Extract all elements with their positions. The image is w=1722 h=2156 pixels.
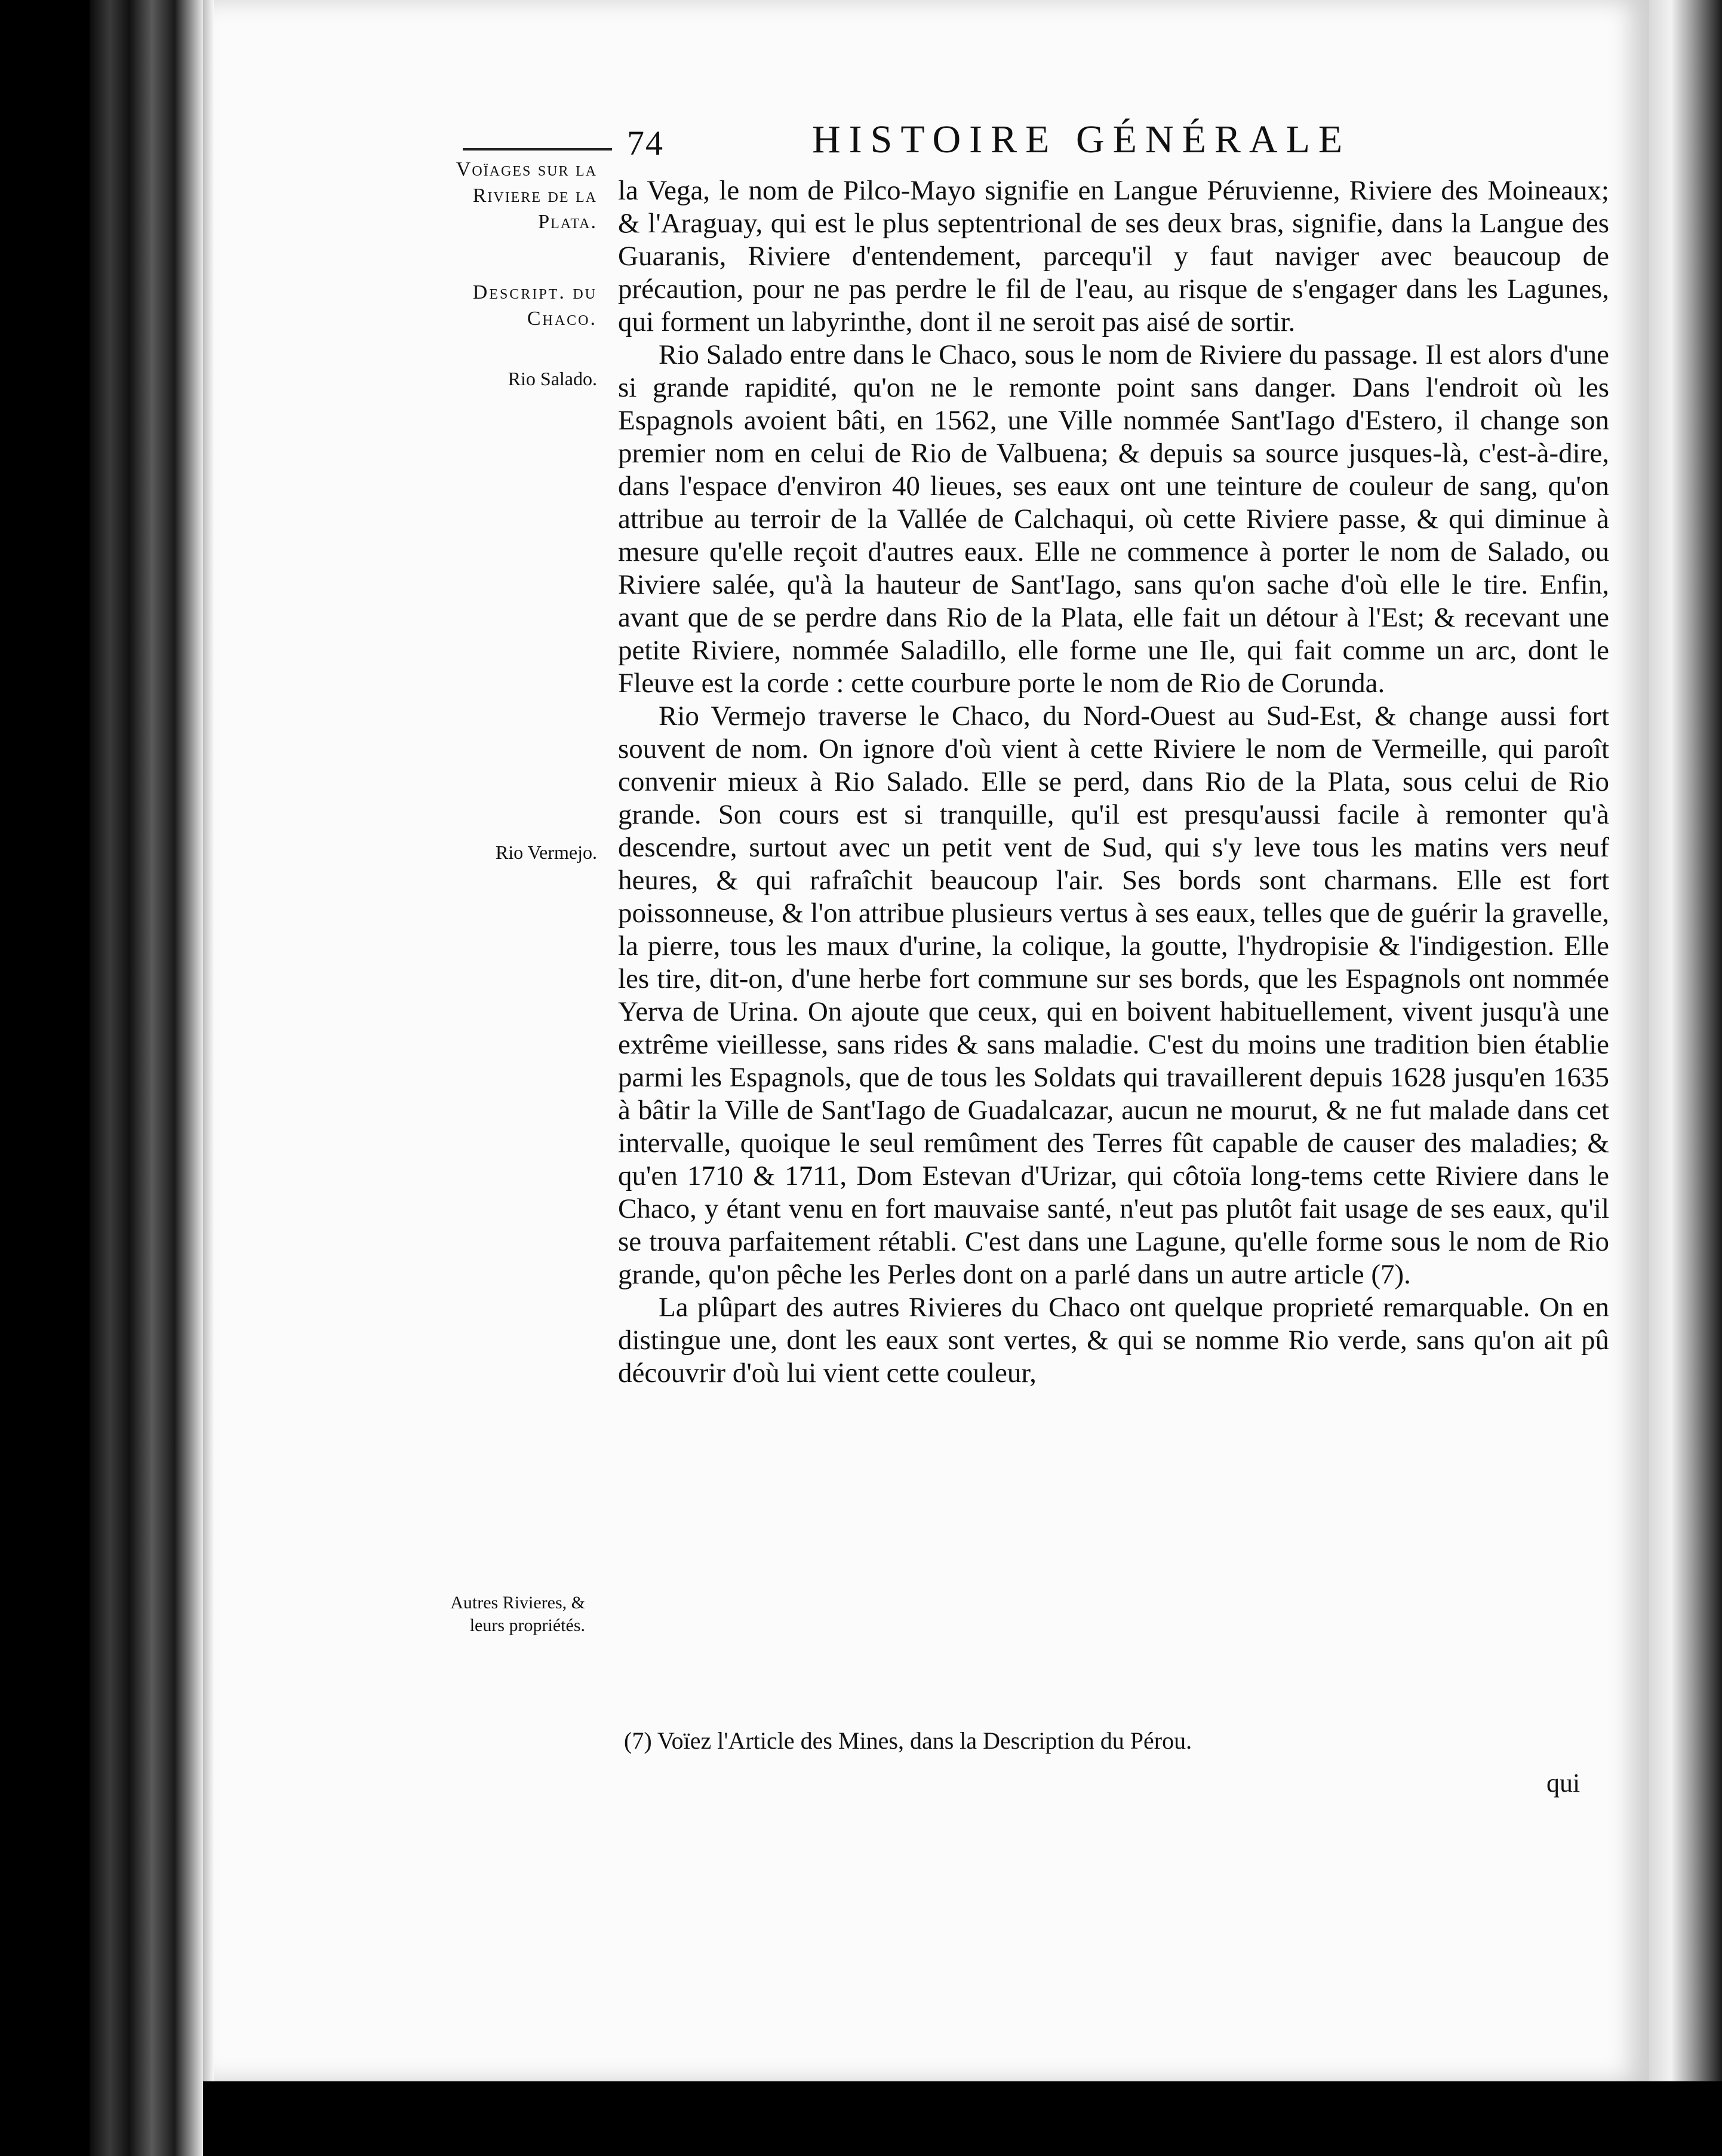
binding-edge <box>203 0 214 2156</box>
margin-note-voyages: Voïages sur la Riviere de la Plata. <box>456 158 597 233</box>
page-edge <box>1649 0 1722 2156</box>
header-rule <box>463 148 612 151</box>
main-text <box>618 174 1609 1390</box>
scan-background <box>203 2081 1722 2156</box>
margin-note-rio-vermejo: Rio Vermejo. <box>495 841 597 863</box>
footnote: (7) Voïez l'Article des Mines, dans la Description du Pérou. <box>624 1727 1192 1754</box>
paragraph: Rio Vermejo traverse le Chaco, du Nord-Ouest au Sud-Est, & change aussi fort souvent de nom. On ignore d'où vient à cette Riviere le nom de Vermeille, qui paroît convenir mieux à Rio Salado. Elle se perd, dans Rio de la Plata, sous celui de Rio grande. Son cours est si tranquille, qu'il est presqu'aussi facile à remonter qu'à descendre, surtout avec un petit vent de Sud, qui s'y leve tous les matins vers neuf heures, & qui rafraîchit beaucoup l'air. Ses bords sont charmans. Elle est fort poissonneuse, & l'on attribue plusieurs vertus à ses eaux, telles que de guérir la gravelle, la pierre, tous les maux d'urine, la colique, la goutte, l'hydropisie & l'indigestion. Elle les tire, dit-on, d'une herbe fort commune sur ses bords, que les Espagnols ont nommée Yerva de Urina. On ajoute que ceux, qui en boivent habituellement, vivent jusqu'à une extrême vieillesse, sans rides & sans maladie. C'est du moins une tradition bien établie parmi les Espagnols, que de tous les Soldats qui travaillerent depuis 1628 jusqu'en 1635 à bâtir la Ville de Sant'Iago de Guadalcazar, aucun ne mourut, & ne fut malade dans cet intervalle, quoique le seul remûment des Terres fût capable de causer des maladies; & qu'en 1710 & 1711, Dom Estevan d'Urizar, qui côtoïa long-tems cette Riviere dans le Chaco, y étant venu en fort mauvaise santé, n'eut pas plutôt fait usage de ses eaux, qu'il se trouva parfaitement rétabli. C'est dans une Lagune, qu'elle forme sous le nom de Rio grande, qu'on pêche les Perles dont on a parlé dans un autre article (7). <box>618 701 1609 1290</box>
page-number: 74 <box>627 124 664 162</box>
book-binding <box>90 0 203 2156</box>
margin-note-rio-salado: Rio Salado. <box>508 368 597 389</box>
paragraph: Rio Salado entre dans le Chaco, sous le nom de Riviere du passage. Il est alors d'une si grande rapidité, qu'on ne le remonte point sans danger. Dans l'endroit où les Espagnols avoient bâti, en 1562, une Ville nommée Sant'Iago d'Estero, il change son premier nom en celui de Rio de Valbuena; & depuis sa source jusques-là, c'est-à-dire, dans l'espace d'environ 40 lieues, ses eaux ont une teinture de couleur de sang, qu'on attribue au terroir de la Vallée de Calchaqui, où cette Riviere passe, & qui diminue à mesure qu'elle reçoit d'autres eaux. Elle ne commence à porter le nom de Salado, ou Riviere salée, qu'à la hauteur de Sant'Iago, sans qu'on sache d'où elle le tire. Enfin, avant que de se perdre dans Rio de la Plata, elle fait un détour à l'Est; & recevant une petite Riviere, nommée Saladillo, elle forme une Ile, qui fait comme un arc, dont le Fleuve est la corde : cette courbure porte le nom de Rio de Corunda. <box>618 339 1609 699</box>
paragraph: La plûpart des autres Rivieres du Chaco ont quelque proprieté remarquable. On en distingue une, dont les eaux sont vertes, & qui se nomme Rio verde, sans qu'on ait pû découvrir d'où lui vient cette couleur, <box>618 1292 1609 1389</box>
margin-note-autres-rivieres: Autres Rivieres, & leurs propriétés. <box>450 1593 585 1635</box>
margin-note-description: Descript. du Chaco. <box>472 281 597 330</box>
page-header <box>603 117 1618 171</box>
paragraph: la Vega, le nom de Pilco-Mayo signifie en Langue Péruvienne, Riviere des Moineaux; & l'Araguay, qui est le plus septentrional de ses deux bras, signifie, dans la Langue des Guaranis, Riviere d'entendement, parcequ'il y faut naviger avec beaucoup de précaution, pour ne pas perdre le fil de l'eau, au risque de s'engager dans les Lagunes, qui forment un labyrinthe, dont il ne seroit pas aisé de sortir. <box>618 175 1609 337</box>
catchword: qui <box>1546 1768 1580 1798</box>
running-title: HISTOIRE GÉNÉRALE <box>812 118 1351 161</box>
